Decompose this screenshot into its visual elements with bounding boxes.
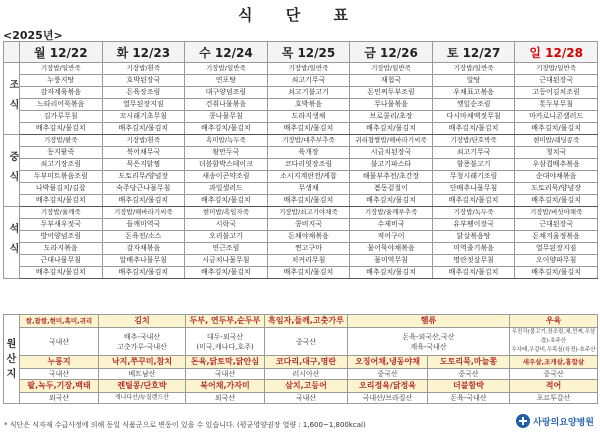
menu-cell: 무생채 — [267, 183, 350, 195]
menu-cell: 기장밥/흰죽 — [102, 135, 185, 147]
day-header: 토 12/27 — [432, 42, 515, 63]
menu-cell: 기장밥/일반죽 — [267, 63, 350, 75]
origin-value: 러시아산 — [265, 369, 348, 380]
origin-value-line: 돈육-외국산,국산 — [402, 332, 455, 341]
menu-cell: 물어묵야채볶음 — [350, 243, 433, 255]
meal-category — [4, 135, 20, 207]
origin-value — [99, 328, 186, 356]
origin-value-line: 우사태,우갈비,우목심(육전)-호주산 — [511, 347, 596, 353]
menu-cell: 기장밥/버섯야채죽 — [515, 207, 598, 219]
origin-head: 북어채,가자미 — [186, 380, 265, 393]
menu-cell: 불고기파스타 — [350, 159, 433, 171]
day-header: 월 12/22 — [20, 42, 103, 63]
menu-cell: 배추김치/물김치 — [185, 267, 268, 279]
menu-cell: 물미역무침 — [350, 255, 433, 267]
footer-note: * 식단은 식자재 수급사정에 의해 동일 식품군으로 변동이 있을 수 있습니다. (평균영양권장 열량 : 1,600~1,800kcal) — [4, 421, 366, 429]
menu-cell: 기장밥/해바라기씨죽 — [102, 207, 185, 219]
menu-cell: 건취나물볶음 — [185, 99, 268, 111]
menu-cell: 재첩국 — [350, 75, 433, 87]
origin-value: 중국산 — [348, 369, 428, 380]
origin-value-line: (미국,캐나다,호주) — [196, 342, 254, 351]
menu-cell: 배추김치/물김치 — [102, 267, 185, 279]
menu-cell: 배추김치/물김치 — [20, 267, 103, 279]
menu-cell: 현미밥/흑임자죽 — [185, 207, 268, 219]
origin-head: 우육 — [510, 315, 598, 328]
menu-cell: 근대나물무침 — [20, 255, 103, 267]
menu-cell: 기장밥/녹두죽 — [432, 207, 515, 219]
menu-cell: 콩나물무침 — [185, 111, 268, 123]
menu-row — [4, 99, 598, 111]
origin-head: 햄류 — [348, 315, 510, 328]
menu-cell: 배추김치/물김치 — [267, 123, 350, 135]
origin-head: 코다리,대구,명란 — [265, 356, 348, 369]
menu-cell: 우삼겹배추볶음 — [515, 159, 598, 171]
day-header: 수 12/24 — [185, 42, 268, 63]
day-header: 화 12/23 — [102, 42, 185, 63]
menu-cell: 고등어김치조림 — [515, 87, 598, 99]
menu-row — [4, 111, 598, 123]
menu-cell: 미역줄기볶음 — [432, 243, 515, 255]
menu-cell: 브로콜리/초장 — [350, 111, 433, 123]
menu-row — [4, 87, 598, 99]
origin-value — [348, 328, 510, 356]
menu-row — [4, 135, 598, 147]
menu-cell: 동지팥죽 — [20, 147, 103, 159]
page-title: 식 단 표 — [238, 6, 362, 24]
meal-category-label: 석식 — [7, 222, 18, 263]
menu-cell: 배추김치/물김치 — [432, 123, 515, 135]
menu-cell: 기장밥/일반죽 — [432, 63, 515, 75]
menu-cell: 배추김치/물김치 — [267, 195, 350, 207]
menu-cell: 묵은지닭찜 — [102, 159, 185, 171]
origin-head: 흑임자,들깨,고춧가루 — [265, 315, 348, 328]
origin-value: 중국산 — [428, 369, 510, 380]
origin-row-1-val — [4, 328, 598, 356]
origin-value: 국내산 — [20, 328, 99, 356]
menu-cell: 기장밥/일반죽 — [515, 63, 598, 75]
year-label: <2025년> — [3, 29, 63, 42]
origin-value-line: 우전각(불고기,장조림,채,민찌,우삼겹)-호주산 — [511, 329, 596, 344]
menu-cell: 배추김치/물김치 — [515, 123, 598, 135]
menu-cell: 오리불고기 — [185, 231, 268, 243]
menu-cell: 꼬시래기초무침 — [102, 111, 185, 123]
origin-value: 국내산 — [20, 369, 99, 380]
origin-head: 도토리묵,마늘쫑 — [428, 356, 510, 369]
menu-cell: 해물부추전/초간장 — [350, 171, 433, 183]
menu-cell: 배추김치/물김치 — [350, 123, 433, 135]
menu-cell: 근대된장국 — [515, 219, 598, 231]
meal-category-label: 중식 — [7, 150, 18, 191]
menu-cell: 배추김치/물김치 — [185, 195, 268, 207]
menu-cell: 배추김치/물김치 — [350, 267, 433, 279]
menu-cell: 알탕 — [432, 75, 515, 87]
menu-cell: 과일샐러드 — [185, 183, 268, 195]
origin-head: 김치 — [99, 315, 186, 328]
menu-cell: 연근조림 — [185, 243, 268, 255]
menu-cell: 시금치된장국 — [350, 147, 433, 159]
menu-row — [4, 231, 598, 243]
menu-cell: 도토리묵/양념장 — [515, 183, 598, 195]
menu-row — [4, 159, 598, 171]
menu-cell: 돈육전/소스 — [102, 231, 185, 243]
menu-cell: 수제비국 — [350, 219, 433, 231]
menu-cell: 기장밥/일반죽 — [20, 63, 103, 75]
hospital-name: 사랑의요양병원 — [533, 417, 594, 428]
menu-cell: 기장밥/일반죽 — [185, 63, 268, 75]
origin-value: 국내산 — [265, 393, 348, 404]
menu-cell: 치커리무침 — [267, 255, 350, 267]
menu-cell: 호박된장국 — [102, 75, 185, 87]
origin-head: 오징어채,냉동야채 — [348, 356, 428, 369]
menu-cell: 새송이곤약조림 — [185, 171, 268, 183]
menu-cell: 쇠고기무국 — [432, 147, 515, 159]
origin-row-2-val — [4, 369, 598, 380]
menu-cell: 기장밥/일반죽 — [350, 63, 433, 75]
hospital-logo — [516, 414, 594, 428]
menu-row — [4, 171, 598, 183]
origin-head: 렌틸콩/단호박 — [99, 380, 186, 393]
day-header: 목 12/25 — [267, 42, 350, 63]
origin-value: 포르투갈산 — [510, 393, 598, 404]
origin-head: 두부, 연두부,순두부 — [186, 315, 265, 328]
meal-category — [4, 207, 20, 279]
origin-row-3-val — [4, 393, 598, 404]
origin-value — [510, 328, 598, 356]
origin-value: 국내산/브라질산 — [348, 393, 428, 404]
origin-value-line: 계육-국내산 — [410, 342, 447, 351]
menu-cell: 콩비지국 — [267, 219, 350, 231]
menu-cell: 기장밥/대추부추죽 — [267, 135, 350, 147]
origin-value: 외국산 — [186, 393, 265, 404]
menu-row — [4, 183, 598, 195]
origin-row-2-head — [4, 356, 598, 369]
menu-cell: 배추김치/물김치 — [185, 123, 268, 135]
day-header-sunday: 일 12/28 — [515, 42, 598, 63]
menu-cell: 순대야채볶음 — [515, 171, 598, 183]
menu-cell: 무청시래기조림 — [432, 171, 515, 183]
menu-row — [4, 267, 598, 279]
origin-head: 오리정육/닭정육 — [348, 380, 428, 393]
origin-head: 더블함박 — [428, 380, 510, 393]
menu-cell: 방어양념조림 — [20, 231, 103, 243]
menu-cell: 명란젓살무침 — [432, 255, 515, 267]
menu-cell: 들깨미역국 — [102, 219, 185, 231]
menu-cell: 배추김치/물김치 — [102, 195, 185, 207]
menu-cell: 배추김치/물김치 — [20, 195, 103, 207]
menu-cell: 배추김치/물김치 — [432, 195, 515, 207]
menu-row — [4, 243, 598, 255]
menu-cell: 흑미밥/녹두죽 — [185, 135, 268, 147]
origin-value: 베트남산 — [99, 369, 186, 380]
menu-body — [4, 63, 598, 279]
menu-cell: 나박물김치/김잡 — [20, 183, 103, 195]
origin-table — [3, 314, 598, 404]
menu-cell: 배추김치/물김치 — [20, 123, 103, 135]
origin-value: 캐나다산/뉴질랜드산 — [99, 393, 186, 404]
menu-cell: 근대된장국 — [515, 75, 598, 87]
menu-cell: 배추김치/물김치 — [515, 267, 598, 279]
menu-cell: 알배추나물무침 — [102, 255, 185, 267]
menu-cell: 두부새우젓국 — [20, 219, 103, 231]
menu-cell: 쇠고기불고기 — [267, 87, 350, 99]
menu-cell: 기장밥/쇠고기야채죽 — [267, 207, 350, 219]
menu-cell: 귀리찹쌀밥/해바라기씨죽 — [350, 135, 433, 147]
menu-cell: 다시마채액젓무침 — [432, 111, 515, 123]
menu-cell: 호박볶음 — [267, 99, 350, 111]
origin-head: 팥,녹두,기장,백태 — [20, 380, 99, 393]
menu-cell: 시금치나물무침 — [185, 255, 268, 267]
origin-row-3-head — [4, 380, 598, 393]
menu-row — [4, 123, 598, 135]
menu-cell: 돈민찌두부조림 — [350, 87, 433, 99]
menu-cell: 기장밥/율깨죽 — [20, 207, 103, 219]
menu-cell: 함퐁불고기 — [432, 159, 515, 171]
cross-icon — [516, 414, 530, 428]
menu-cell: 기장밥/흰죽 — [102, 63, 185, 75]
menu-cell: 배추김치/물김치 — [267, 267, 350, 279]
origin-head: 삼치,고등어 — [265, 380, 348, 393]
menu-cell: 숙주당근나물무침 — [102, 183, 185, 195]
menu-cell: 도라지볶음 — [20, 243, 103, 255]
origin-value-line: 배추-국내산 — [123, 332, 161, 341]
meal-category — [4, 63, 20, 135]
menu-cell: 육개장 — [267, 147, 350, 159]
menu-cell: 기장밥/율깨부추죽 — [350, 207, 433, 219]
menu-cell: 무나물볶음 — [350, 99, 433, 111]
origin-value: 중국산 — [265, 328, 348, 356]
origin-head: 돈육,닭토막,닭안심 — [186, 356, 265, 369]
menu-cell: 유부팽이장국 — [432, 219, 515, 231]
menu-cell: 톳두부무침 — [515, 99, 598, 111]
menu-cell: 오이양파무침 — [515, 255, 598, 267]
menu-cell: 두부미트볶음조림 — [20, 171, 103, 183]
origin-value: 외국산 — [20, 393, 99, 404]
menu-cell: 도라지생채 — [267, 111, 350, 123]
menu-cell: 더블함박스테이크 — [185, 159, 268, 171]
menu-cell: 단배추나물무침 — [432, 183, 515, 195]
origin-category: 원 산 지 — [4, 315, 20, 404]
menu-cell: 배추김치/물김치 — [432, 267, 515, 279]
origin-value-line: 고춧가루-국내산 — [117, 342, 167, 351]
menu-cell: 배추김치/물김치 — [515, 195, 598, 207]
menu-cell: 돈채겨울정볶음 — [515, 231, 598, 243]
menu-cell: 마카로니콘샐러드 — [515, 111, 598, 123]
menu-cell: 코다리엿장조림 — [267, 159, 350, 171]
menu-row — [4, 75, 598, 87]
menu-row — [4, 63, 598, 75]
menu-row — [4, 255, 598, 267]
origin-head: 쌀,찹쌀,현미,흑미,귀리 — [20, 315, 99, 328]
menu-row — [4, 207, 598, 219]
origin-row-1-head — [4, 315, 598, 328]
menu-cell: 왕만두국 — [185, 147, 268, 159]
menu-cell: 쇠고기장조림 — [20, 159, 103, 171]
menu-cell: 감자계육볶음 — [20, 87, 103, 99]
menu-cell: 김가루무침 — [20, 111, 103, 123]
menu-cell: 기장밥/단호박죽 — [432, 135, 515, 147]
menu-row — [4, 195, 598, 207]
origin-value-line: 대두-외국산 — [206, 332, 244, 341]
origin-head: 낙지,쭈꾸미,참치 — [99, 356, 186, 369]
origin-value: 국내산 — [186, 369, 265, 380]
menu-cell: 기장밥/팥죽 — [20, 135, 103, 147]
origin-value: 중국산 — [510, 369, 598, 380]
origin-value — [186, 328, 265, 356]
origin-value: 돈육-국내산 — [428, 393, 510, 404]
menu-cell: 연포탕 — [185, 75, 268, 87]
origin-head: 새우살,조개살,홍합살 — [510, 356, 598, 369]
menu-cell: 감자채볶음 — [102, 243, 185, 255]
menu-cell: 열무된장지짐 — [102, 99, 185, 111]
weekly-menu-table — [3, 41, 598, 279]
menu-row — [4, 147, 598, 159]
day-header-row — [4, 42, 598, 63]
menu-cell: 누룽지탕 — [20, 75, 103, 87]
meal-category-label: 조식 — [7, 78, 18, 119]
menu-cell: 찐고구마 — [267, 243, 350, 255]
menu-cell: 쇠고기무국 — [267, 75, 350, 87]
corner-cell — [4, 42, 20, 63]
menu-cell: 청치국 — [515, 147, 598, 159]
menu-cell: 대구양념조림 — [185, 87, 268, 99]
menu-cell: 돈채야채볶음 — [267, 231, 350, 243]
menu-cell: 느타리어묵볶음 — [20, 99, 103, 111]
origin-head: 적어 — [510, 380, 598, 393]
menu-row — [4, 219, 598, 231]
menu-cell: 현미밥/쉐딩콩죽 — [515, 135, 598, 147]
menu-cell: 닭살볶음탕 — [432, 231, 515, 243]
menu-cell: 돈육장조림 — [102, 87, 185, 99]
menu-cell: 도토리무/양념장 — [102, 171, 185, 183]
menu-cell: 적어구이 — [350, 231, 433, 243]
menu-cell: 시락국 — [185, 219, 268, 231]
menu-cell: 배추김치/물김치 — [350, 195, 433, 207]
menu-cell: 깻잎순조림 — [432, 99, 515, 111]
origin-head: 누룽지 — [20, 356, 99, 369]
menu-cell: 우채표고볶음 — [432, 87, 515, 99]
menu-cell: 배추김치/물김치 — [102, 123, 185, 135]
menu-cell: 소시지계란전/케찹 — [267, 171, 350, 183]
menu-cell: 봄동겉절이 — [350, 183, 433, 195]
day-header: 금 12/26 — [350, 42, 433, 63]
menu-cell: 북어채무국 — [102, 147, 185, 159]
menu-cell: 열무된장지짐 — [515, 243, 598, 255]
